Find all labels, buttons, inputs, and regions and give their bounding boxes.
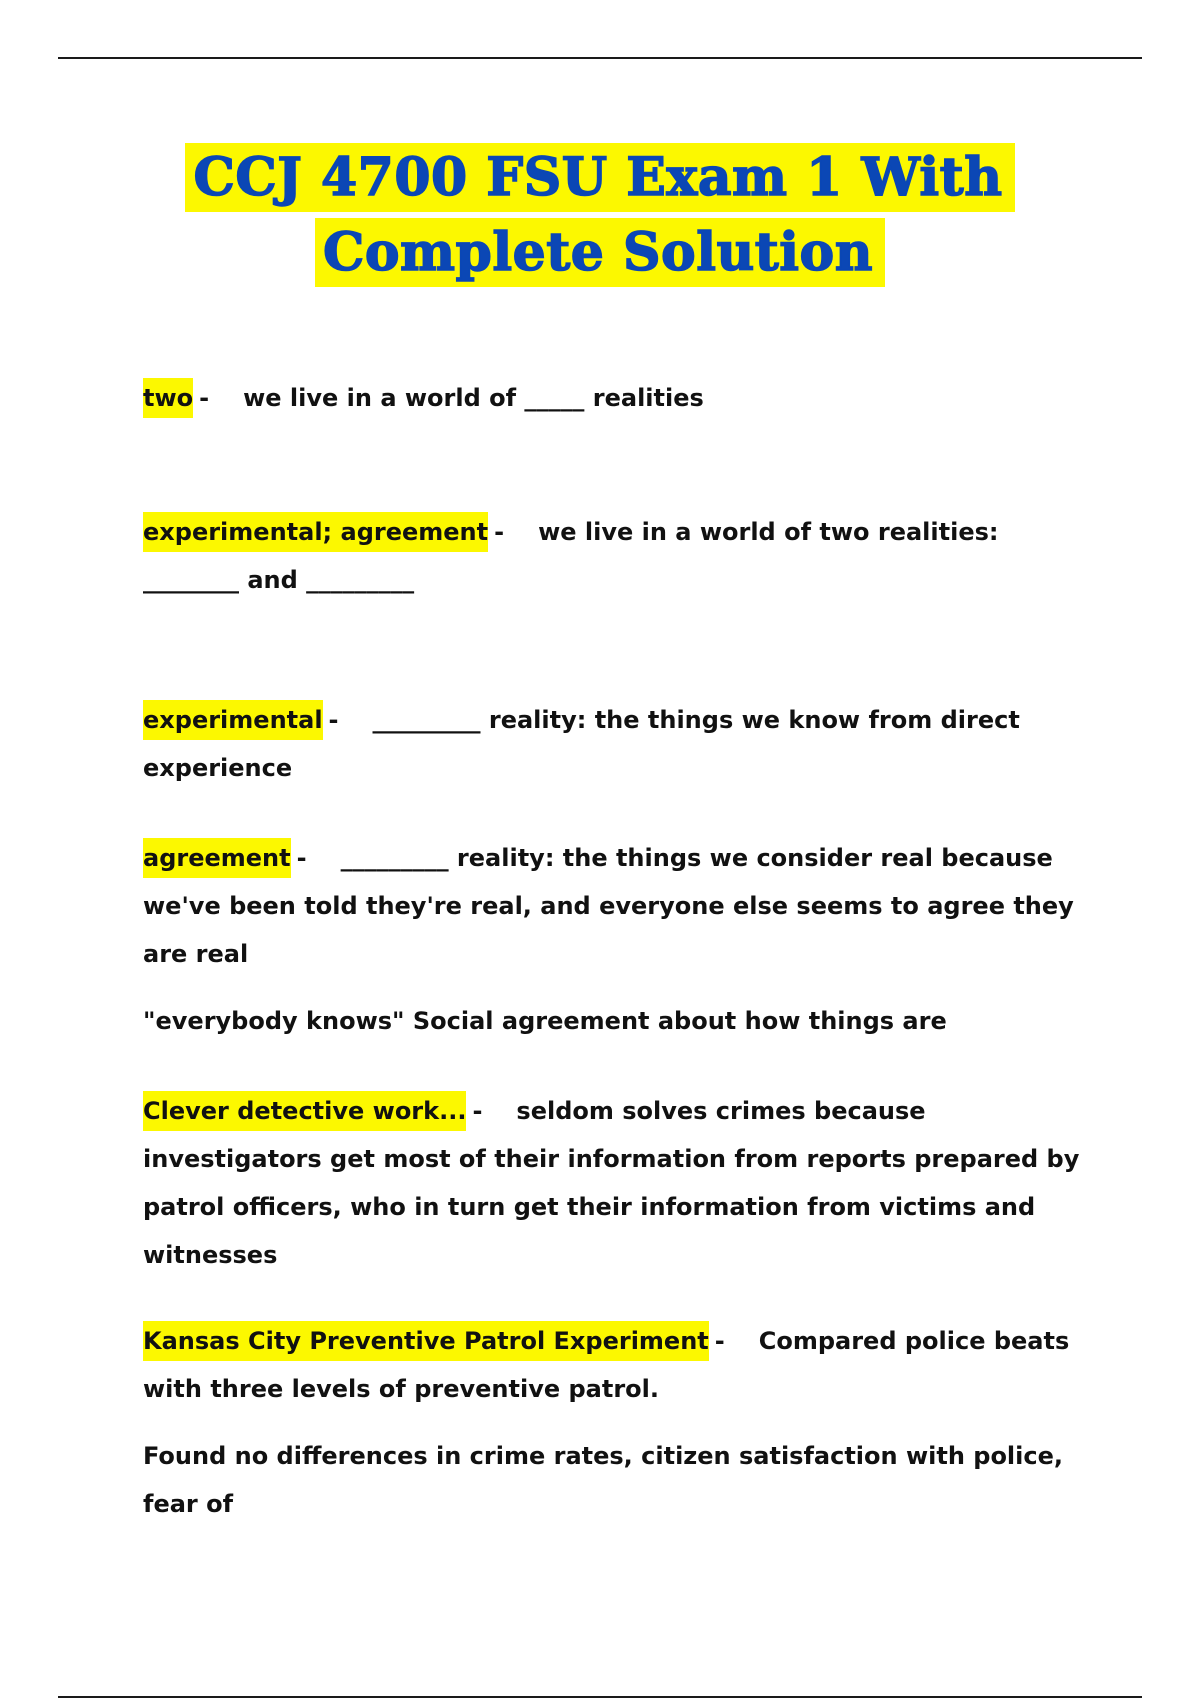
answer-term: Kansas City Preventive Patrol Experiment	[143, 1321, 709, 1361]
separator: -	[296, 844, 307, 872]
question-text: _________ reality: the things we consider real because we've been told they're real, and everyone else seems to agree they are real	[143, 844, 1074, 968]
qa-entry-5	[143, 1087, 1093, 1279]
separator: -	[494, 518, 505, 546]
answer-note: Found no differences in crime rates, citizen satisfaction with police, fear of	[143, 1442, 1064, 1518]
qa-entry-4	[143, 834, 1093, 1045]
document-title	[0, 140, 1200, 290]
title-line-1: CCJ 4700 FSU Exam 1 With	[185, 143, 1014, 212]
bottom-rule	[58, 1696, 1142, 1698]
answer-term: Clever detective work...	[143, 1091, 466, 1131]
answer-term: experimental	[143, 700, 323, 740]
qa-entry-6	[143, 1317, 1093, 1528]
answer-term: agreement	[143, 838, 291, 878]
answer-note: "everybody knows" Social agreement about how things are	[143, 1007, 947, 1035]
qa-entry-2	[143, 508, 1093, 604]
qa-entry-1	[143, 374, 1093, 422]
question-text: Compared police beats with three levels of preventive patrol.	[143, 1327, 1070, 1403]
separator: -	[714, 1327, 725, 1355]
question-text: we live in a world of two realities: ________ and _________	[143, 518, 999, 594]
separator: -	[328, 706, 339, 734]
separator: -	[472, 1097, 483, 1125]
separator: -	[199, 384, 210, 412]
top-rule	[58, 57, 1142, 59]
question-text: seldom solves crimes because investigators get most of their information from reports prepared by patrol officers, who in turn get their information from victims and witnesses	[143, 1097, 1080, 1269]
qa-entry-3	[143, 696, 1093, 792]
answer-term: two	[143, 378, 193, 418]
answer-term: experimental; agreement	[143, 512, 488, 552]
title-line-2: Complete Solution	[315, 218, 885, 287]
question-text: _________ reality: the things we know from direct experience	[143, 706, 1020, 782]
question-text: we live in a world of _____ realities	[243, 384, 704, 412]
